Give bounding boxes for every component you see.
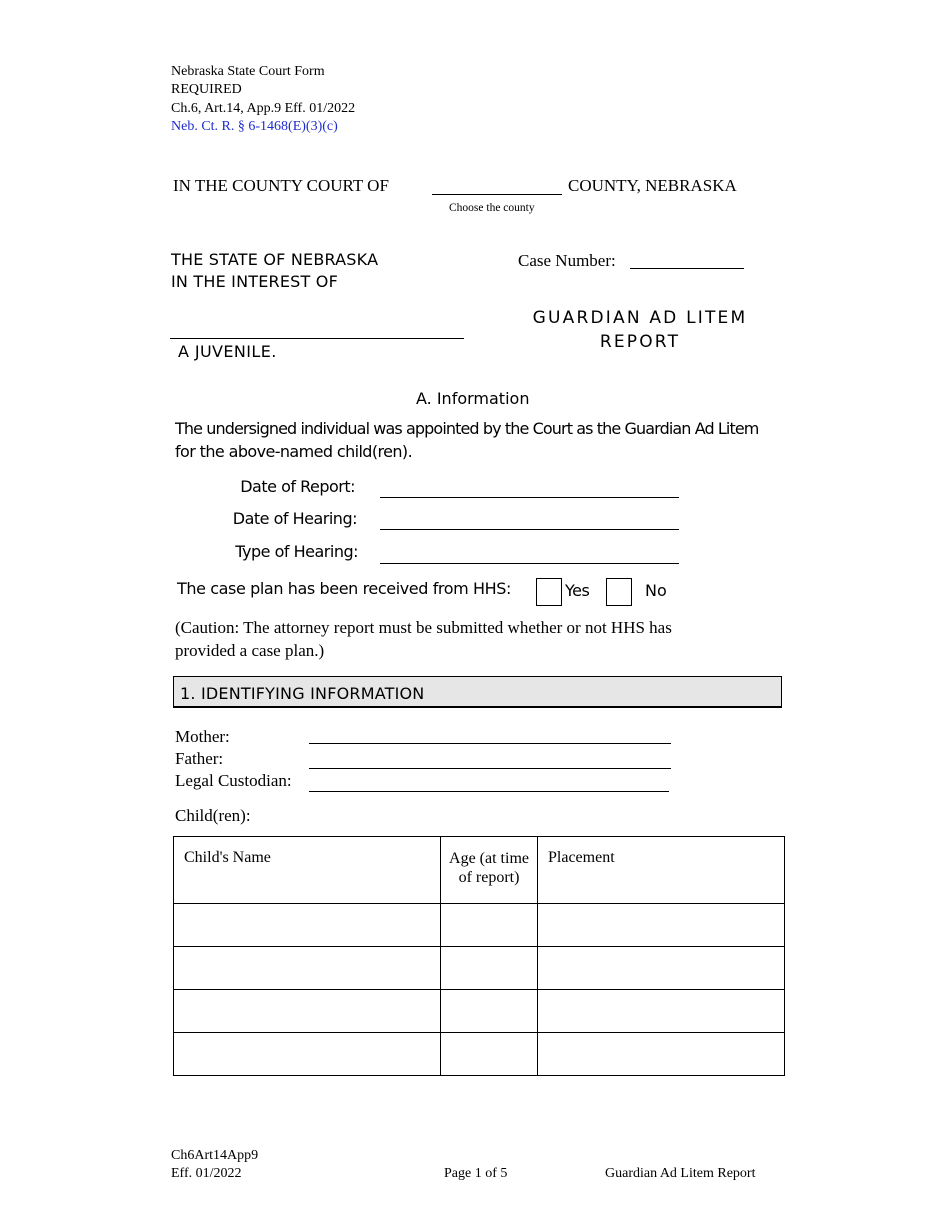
child-name-cell[interactable] — [174, 1033, 441, 1076]
father-label: Father: — [175, 749, 224, 768]
footer-effective: Eff. 01/2022 — [171, 1166, 242, 1181]
placement-cell[interactable] — [538, 990, 785, 1033]
state-line-1: THE STATE OF NEBRASKA — [171, 250, 379, 269]
report-title-line-2: REPORT — [599, 332, 681, 352]
case-number-label: Case Number: — [518, 251, 616, 270]
child-name-cell[interactable] — [174, 947, 441, 990]
intro-line-1: The undersigned individual was appointed by the Court as the Guardian Ad Litem — [175, 419, 759, 438]
father-input[interactable] — [309, 768, 671, 769]
no-label: No — [645, 581, 667, 600]
case-number-input[interactable] — [630, 268, 744, 269]
child-name-cell[interactable] — [174, 904, 441, 947]
case-plan-no-checkbox[interactable] — [606, 578, 632, 606]
form-name: Nebraska State Court Form — [171, 64, 325, 79]
case-plan-yes-checkbox[interactable] — [536, 578, 562, 606]
placement-cell[interactable] — [538, 947, 785, 990]
table-row — [174, 947, 785, 990]
information-heading: A. Information — [416, 389, 530, 408]
mother-input[interactable] — [309, 743, 671, 744]
age-cell[interactable] — [441, 947, 538, 990]
county-hint: Choose the county — [449, 202, 535, 214]
date-of-report-input[interactable] — [380, 497, 679, 498]
report-title-line-1: GUARDIAN AD LITEM — [532, 308, 748, 328]
custodian-label: Legal Custodian: — [175, 771, 292, 790]
footer-title: Guardian Ad Litem Report — [605, 1166, 756, 1181]
children-table — [173, 836, 785, 1076]
caution-line-1: (Caution: The attorney report must be submitted whether or not HHS has — [175, 618, 672, 637]
type-of-hearing-label: Type of Hearing: — [235, 542, 358, 561]
county-input[interactable] — [432, 194, 562, 195]
rule-link[interactable]: Neb. Ct. R. § 6-1468(E)(3)(c) — [171, 119, 338, 134]
page-number: Page 1 of 5 — [444, 1166, 508, 1181]
child-name-header: Child's Name — [174, 837, 441, 904]
date-of-report-label: Date of Report: — [240, 477, 355, 496]
age-cell[interactable] — [441, 904, 538, 947]
custodian-input[interactable] — [309, 791, 669, 792]
court-line-suffix: COUNTY, NEBRASKA — [568, 176, 737, 195]
intro-line-2: for the above-named child(ren). — [175, 442, 413, 461]
table-row — [174, 904, 785, 947]
placement-header: Placement — [538, 837, 785, 904]
date-of-hearing-input[interactable] — [380, 529, 679, 530]
form-required: REQUIRED — [171, 82, 242, 97]
identifying-section-bar — [173, 676, 782, 708]
juvenile-name-input[interactable] — [170, 338, 464, 339]
yes-label: Yes — [565, 581, 590, 600]
age-cell[interactable] — [441, 990, 538, 1033]
type-of-hearing-input[interactable] — [380, 563, 679, 564]
table-row — [174, 990, 785, 1033]
caution-line-2: provided a case plan.) — [175, 641, 325, 660]
children-table-header — [174, 837, 785, 904]
table-row — [174, 1033, 785, 1076]
form-citation: Ch.6, Art.14, App.9 Eff. 01/2022 — [171, 101, 356, 116]
court-line-prefix: IN THE COUNTY COURT OF — [173, 176, 389, 195]
case-plan-label: The case plan has been received from HHS: — [177, 579, 512, 598]
state-line-2: IN THE INTEREST OF — [171, 272, 338, 291]
footer-code: Ch6Art14App9 — [171, 1148, 259, 1163]
mother-label: Mother: — [175, 727, 230, 746]
child-name-cell[interactable] — [174, 990, 441, 1033]
juvenile-label: A JUVENILE. — [178, 342, 277, 361]
date-of-hearing-label: Date of Hearing: — [232, 509, 357, 528]
age-cell[interactable] — [441, 1033, 538, 1076]
age-header: Age (at time of report) — [441, 837, 538, 904]
placement-cell[interactable] — [538, 904, 785, 947]
placement-cell[interactable] — [538, 1033, 785, 1076]
children-label: Child(ren): — [175, 806, 251, 825]
identifying-heading: 1. IDENTIFYING INFORMATION — [180, 684, 425, 703]
